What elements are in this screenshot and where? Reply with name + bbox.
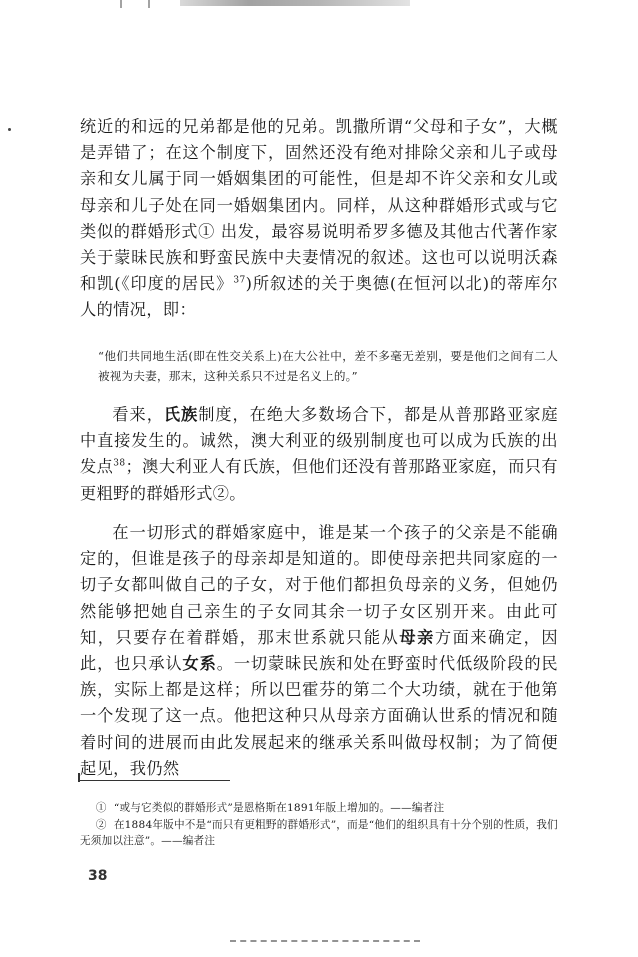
paragraph-text: 统近的和远的兄弟都是他的兄弟。凯撒所谓“父母和子女”，大概是弄错了；在这个制度下，固然还没有绝对排除父亲和儿子或母亲和女儿属于同一婚姻集团的可能性，但是却不许父亲和女儿或母亲和儿子处在同一婚姻集团内。同样，从这种群婚形式或与它类似的群婚形式 [80, 117, 558, 241]
paragraph-text: 看来， [112, 405, 164, 424]
footnote-marker: ① [95, 802, 107, 814]
footnote-marker: ② [95, 818, 107, 831]
emphasis-term: 氏族 [163, 405, 199, 424]
paragraph-text: 。 [229, 483, 246, 503]
footnote-2 [80, 817, 558, 850]
paragraph-text: 在一切形式的群婚家庭中，谁是某一个孩子的父亲是不能确定的，但谁是孩子的母亲却是知道的。即使母亲把共同家庭的一切子女都叫做自己的子女，对于他们都担负母亲的义务，但她仍然能够把她自己亲生的子女同其余一切子女区别开来。由此可知，只要存在着群婚，那末世系就只能从 [80, 523, 558, 647]
quote-text: “他们共同地生活(即在性交关系上)在大公社中，差不多毫无差别，要是他们之间有二人被视为夫妻，那末，这种关系只不过是名义上的。” [98, 349, 558, 383]
paragraph-text: 方面来确定，因此，也只承认 [80, 627, 558, 674]
scan-tick [148, 0, 150, 8]
paragraph-text: 出发，最容易说明希罗多德及其他古代著作家关于蒙昧民族和野蛮民族中夫妻情况的叙述。这也可以说明沃森和凯(《印度的居民》 [80, 221, 558, 294]
footnotes [80, 800, 558, 850]
page-number: 38 [88, 868, 108, 884]
footnote-divider [80, 780, 230, 781]
body-paragraph-2 [80, 402, 558, 507]
citation-number: 38 [113, 459, 126, 470]
citation-number: 37 [233, 275, 246, 286]
emphasis-term: 女系 [182, 654, 217, 674]
scan-speck [8, 128, 11, 131]
scan-tick [120, 0, 122, 8]
body-paragraph-1 [80, 114, 558, 324]
block-quote [98, 346, 558, 386]
footnote-text: 在1884年版中不是“而只有更粗野的群婚形式”，而是“他们的组织具有十分个别的性质，我们无须加以注意”。——编者注 [80, 818, 558, 847]
emphasis-term: 母亲 [399, 627, 435, 647]
footnote-reference: ② [212, 483, 230, 503]
paragraph-text: ；澳大利亚人有氏族，但他们还没有普那路亚家庭，而只有更粗野的群婚形式 [80, 457, 558, 503]
paragraph-text: )所叙述的关于奥德(在恒河以北)的蒂库尔人的情况，即： [80, 274, 558, 320]
footnote-text: “或与它类似的群婚形式”是恩格斯在1891年版上增加的。——编者注 [113, 802, 445, 814]
scan-artifact-bottom [230, 940, 420, 944]
footnote-1 [80, 800, 558, 817]
paragraph-text: 制度，在绝大多数场合下，都是从普那路亚家庭中直接发生的。诚然，澳大利亚的级别制度也可以成为氏族的出发点 [80, 405, 558, 477]
scan-artifact-top [180, 0, 410, 6]
footnote-reference: ① [198, 221, 215, 241]
body-paragraph-3 [80, 520, 558, 782]
paragraph-text: 。一切蒙昧民族和处在野蛮时代低级阶段的民族，实际上都是这样；所以巴霍芬的第二个大功绩，就在于他第一个发现了这一点。他把这种只从母亲方面确认世系的情况和随着时间的进展而由此发展起来的继承关系叫做母权制；为了简便起见，我仍然 [80, 654, 559, 778]
